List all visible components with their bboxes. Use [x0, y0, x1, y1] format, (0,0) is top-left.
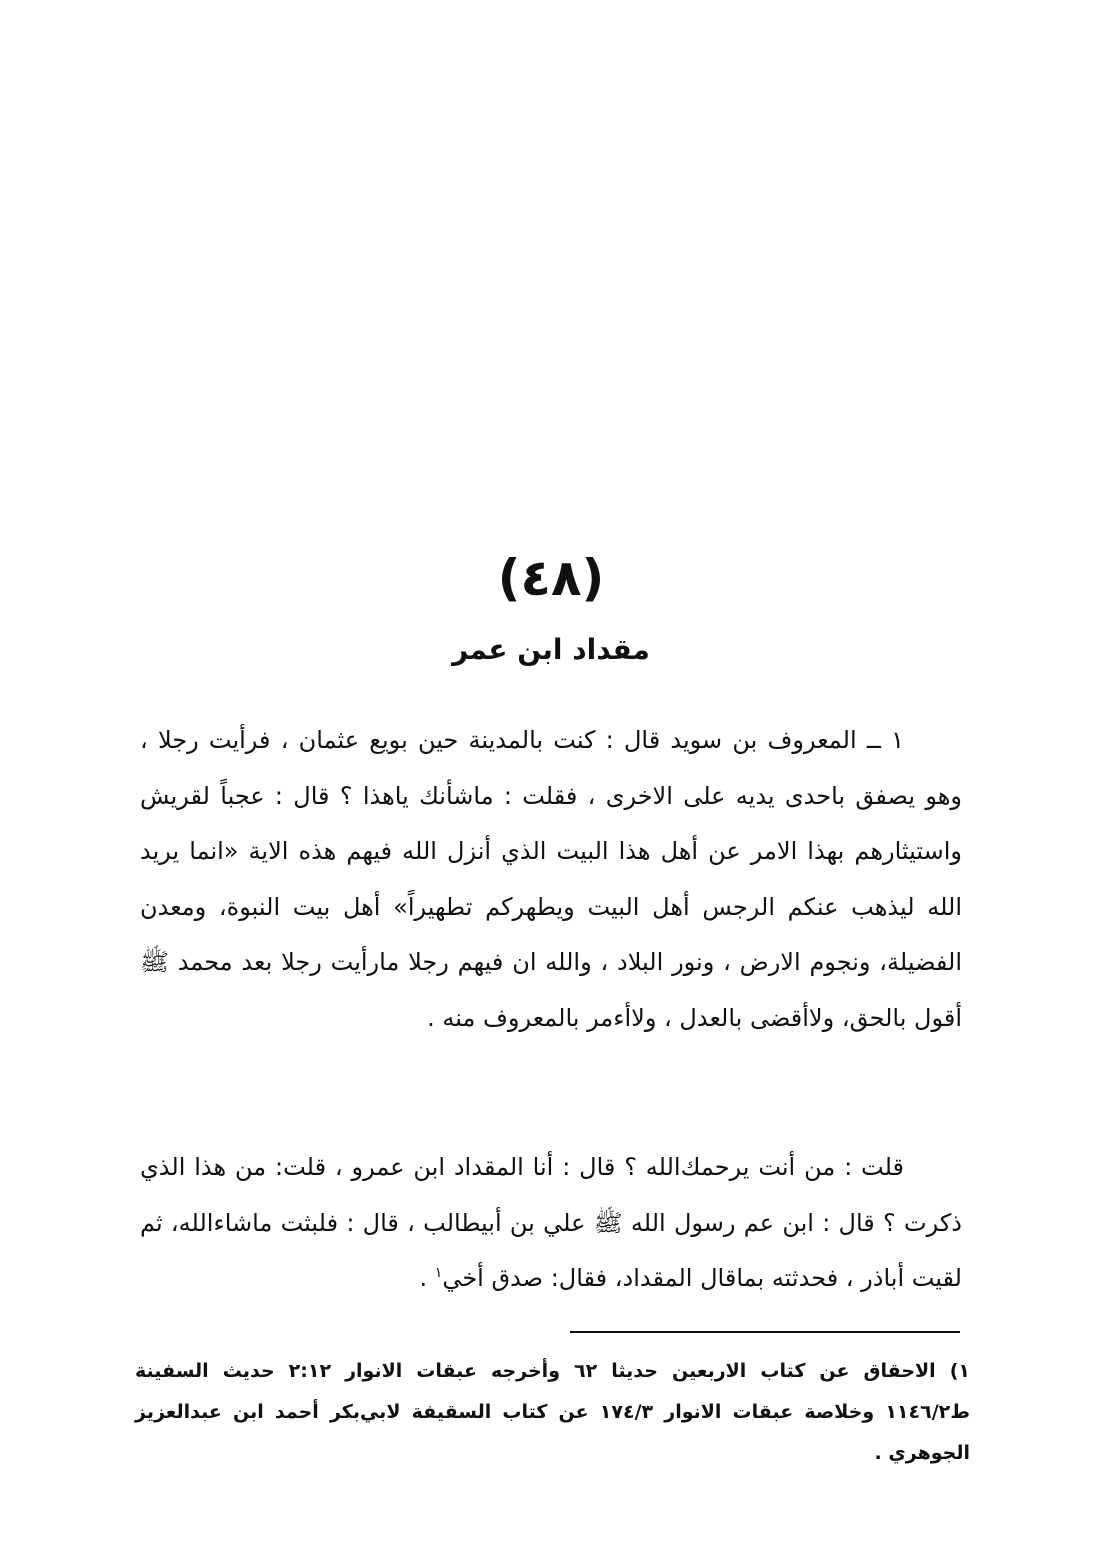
paragraph-2: قلت : من أنت يرحمك‌الله ؟ قال : أنا المقداد ابن عمرو ، قلت: من هذا الذي ذكرت ؟ قال : ابن عم رسول الله ﷺ علي بن أبيطالب ، قال : فلبثت ماشاءالله، ثم لقيت أباذر ، فحدثته بماقال المقداد، فقال: صدق أخي$^١$ .	[140, 1153, 962, 1292]
paragraph-2-text: قلت : من أنت يرحمك‌الله ؟ قال : أنا المقداد ابن عمرو ، قلت: من هذا الذي ذكرت ؟ قال : ابن عم رسول الله ﷺ علي بن أبيطالب ، قال : فلبثت ماشاءالله، ثم لقيت أباذر ، فحدثته بماقال المقداد، فقال: صدق أخي	[140, 1153, 962, 1292]
chapter-number: (٤٨)	[497, 549, 605, 607]
footnote-marker: ١	[434, 1265, 443, 1281]
paragraph-1-text: ١ ــ المعروف بن سويد قال : كنت بالمدينة حين بويع عثمان ، فرأيت رجلا ، وهو يصفق باحدى يديه على الاخرى ، فقلت : ماشأنك ياهذا ؟ قال : عجباً لقريش واستيثارهم بهذا الامر عن أهل هذا البيت الذي أنزل الله فيهم هذه الاية «انما يريد الله ليذهب عنكم الرجس أهل البيت ويطهركم تطهيراً» أهل بيت النبوة، ومعدن الفضيلة، ونجوم الارض ، ونور البلاد ، والله ان فيهم رجلا مارأيت رجلا بعد محمد ﷺ أقول بالحق، ولاأقضى بالعدل ، ولاأءمر بالمعروف منه .	[140, 726, 962, 1032]
chapter-title: مقداد ابن عمر	[452, 633, 650, 666]
paragraph-1	[140, 713, 962, 1046]
footnote: ١) الاحقاق عن كتاب الاربعين حديثا ٦٢ وأخرجه عبقات الانوار ٢:١٢ حديث السفينة ط١١٤٦/٢ وخلاصة عبقات الانوار ١٧٤/٣ عن كتاب السقيفة لابي‌بكر أحمد ابن عبدالعزيز الجوهري .	[135, 1360, 970, 1464]
footnote-divider	[570, 1331, 960, 1333]
